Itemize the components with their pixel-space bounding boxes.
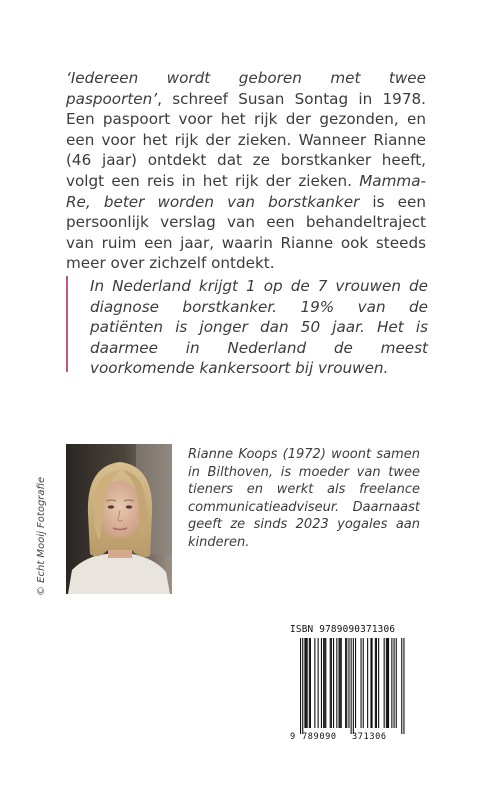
barcode-bar [325,638,326,728]
barcode-bar [378,638,379,728]
barcode-bar [307,638,308,728]
barcode-bar [336,638,337,728]
barcode-bar [387,638,388,728]
book-title: Mamma-Re, beter worden van borstkanker [66,171,426,211]
author-portrait-image [66,444,172,594]
barcode-bar [345,638,346,728]
intro-text-2: is een persoonlijk verslag van een behandeltraject van ruim een jaar, waarin Rianne ook steeds meer over zichzelf ontdekt. [66,192,426,273]
barcode-bar [391,638,392,728]
barcode-bar [324,638,325,728]
barcode-left-digits: 789090 [302,732,337,742]
barcode-right-digits: 371306 [352,732,387,742]
barcode-bar [330,638,331,728]
barcode-bar [353,638,354,734]
intro-text-1: , schreef Susan Sontag in 1978. Een paspoort voor het rijk der gezonden, en een voor het rijk der zieken. Wanneer Rianne (46 jaar) ontdekt dat ze borstkanker heeft, volgt een reis in het rijk der zieken. [66,89,426,190]
barcode-bar [394,638,395,728]
author-bio: Rianne Koops (1972) woont samen in Bilthoven, is moeder van twee tieners en werkt als freelance communicatieadviseur. Daarnaast geeft ze sinds 2023 yogales aan kinderen. [188,447,420,550]
highlight-text: In Nederland krijgt 1 op de 7 vrouwen de diagnose borstkanker. 19% van de patiënten is jonger dan 50 jaar. Het is daarmee in Nederland de meest voorkomende kankersoort bij vrouwen. [90,277,428,378]
barcode-bar [355,638,356,728]
barcode-bar [346,638,347,728]
barcode-bar [375,638,376,728]
highlight-quote [66,276,428,378]
barcode-bar [331,638,332,728]
isbn-barcode-block [290,624,406,746]
barcode [290,638,406,734]
barcode-bar [341,638,342,728]
barcode-bar [333,638,334,728]
barcode-bar [300,638,301,734]
barcode-bar [340,638,341,728]
barcode-bar [310,638,311,728]
barcode-bar [309,638,310,728]
barcode-bar [302,638,303,734]
barcode-bar [376,638,377,728]
barcode-bar [306,638,307,728]
isbn-label: ISBN 9789090371306 [290,624,396,635]
barcode-bar [386,638,387,728]
author-photo [66,444,172,594]
barcode-bar [367,638,368,728]
barcode-bar [304,638,305,728]
intro-paragraph [66,68,426,274]
photo-credit: © Echt Mooij Fotografie [36,476,47,596]
barcode-bar [318,638,319,728]
barcode-bar [396,638,397,728]
intro-quote: ‘Iedereen wordt geboren met twee paspoorten’ [66,69,426,108]
barcode-bar [363,638,364,728]
barcode-bar [323,638,324,728]
barcode-first-digit: 9 [290,732,296,742]
barcode-bar [403,638,404,734]
barcode-bar [339,638,340,728]
barcode-bar [384,638,385,728]
barcode-bar [388,638,389,728]
barcode-bar [351,638,352,734]
barcode-bar [372,638,373,728]
barcode-bar [370,638,371,728]
barcode-bar [361,638,362,728]
barcode-bar [314,638,315,728]
barcode-bar [348,638,349,728]
barcode-bar [401,638,402,734]
barcode-bar [321,638,322,728]
